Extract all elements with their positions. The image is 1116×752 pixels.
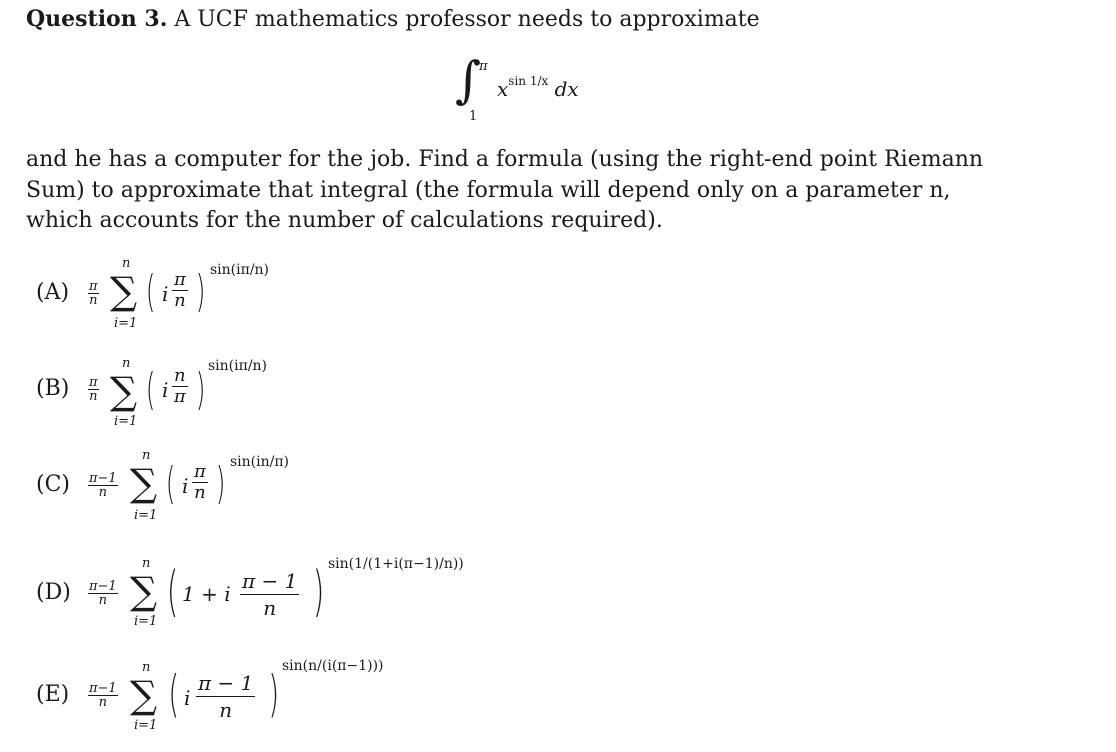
exponent: sin(n/(i(π−1))) <box>282 658 384 674</box>
exponent: sin(iπ/n) <box>210 262 270 278</box>
integrand <box>497 74 579 101</box>
sigma-symbol: ∑ <box>130 461 158 505</box>
integral-expression <box>455 51 595 127</box>
option-b[interactable] <box>26 356 526 456</box>
option-c[interactable] <box>26 448 526 548</box>
integrand-base: x <box>497 77 509 101</box>
exponent: sin(in/π) <box>230 454 290 470</box>
base-index: i <box>162 378 169 402</box>
integral-lower-limit: 1 <box>469 109 478 124</box>
coefficient-fraction: $\frac{\pi-1}{n}$ <box>89 471 117 500</box>
option-label: (E) <box>36 682 70 707</box>
option-d[interactable] <box>26 552 526 652</box>
right-paren: ) <box>268 665 280 723</box>
right-paren: ) <box>195 364 206 415</box>
base-index: i <box>162 282 169 306</box>
base-fraction: π − 1 n <box>198 671 254 722</box>
base-index: i <box>182 474 189 498</box>
left-paren: ( <box>165 458 176 509</box>
sum-upper: n <box>122 356 131 371</box>
sigma-symbol: ∑ <box>130 673 158 717</box>
sum-lower: i=1 <box>134 718 158 733</box>
sigma-symbol: ∑ <box>110 369 138 413</box>
base-prefix: 1 + i <box>182 582 231 606</box>
base-index: i <box>184 686 191 710</box>
right-paren: ) <box>312 560 325 623</box>
option-a[interactable] <box>26 256 526 356</box>
sum-lower: i=1 <box>114 316 138 331</box>
integral-differential: dx <box>554 77 579 101</box>
base-fraction: π n <box>174 269 186 311</box>
coefficient-fraction: $\frac{\pi}{n}$ <box>89 375 98 404</box>
integrand-exponent: sin 1/x <box>508 74 549 88</box>
base-fraction: n π <box>173 365 186 407</box>
option-label: (D) <box>36 580 71 605</box>
left-paren: ( <box>145 266 156 317</box>
question-body: and he has a computer for the job. Find a formula (using the right-end point Riemann Sum) to approximate that integral (the formula will depend only on a parameter n, which accounts for the number of calculations required). <box>26 147 984 233</box>
base-fraction: π n <box>194 461 206 503</box>
base-fraction: π − 1 n <box>242 569 298 620</box>
question-header <box>26 6 760 32</box>
left-paren: ( <box>168 665 180 723</box>
sum-upper: n <box>142 660 151 675</box>
integral-sign: ∫ <box>455 51 482 109</box>
option-e[interactable] <box>26 652 526 752</box>
right-paren: ) <box>215 458 226 509</box>
coefficient-fraction: $\frac{\pi-1}{n}$ <box>89 681 117 710</box>
exponent: sin(1/(1+i(π−1)/n)) <box>328 556 464 572</box>
coefficient-fraction: $\frac{\pi}{n}$ <box>89 279 98 308</box>
sum-lower: i=1 <box>134 614 158 629</box>
sum-lower: i=1 <box>114 414 138 429</box>
question-label: Question 3. <box>26 6 168 32</box>
question-lead: A UCF mathematics professor needs to approximate <box>174 7 760 32</box>
right-paren: ) <box>195 266 206 317</box>
exponent: sin(iπ/n) <box>208 358 268 374</box>
sum-upper: n <box>142 556 151 571</box>
option-label: (C) <box>36 472 70 497</box>
option-label: (A) <box>36 280 70 305</box>
coefficient-fraction: $\frac{\pi-1}{n}$ <box>89 579 117 608</box>
option-label: (B) <box>36 376 70 401</box>
sum-upper: n <box>122 256 131 271</box>
left-paren: ( <box>145 364 156 415</box>
sigma-symbol: ∑ <box>130 569 158 613</box>
left-paren: ( <box>166 560 179 623</box>
sum-lower: i=1 <box>134 508 158 523</box>
sum-upper: n <box>142 448 151 463</box>
sigma-symbol: ∑ <box>110 269 138 313</box>
integral-upper-limit: π <box>479 59 488 74</box>
